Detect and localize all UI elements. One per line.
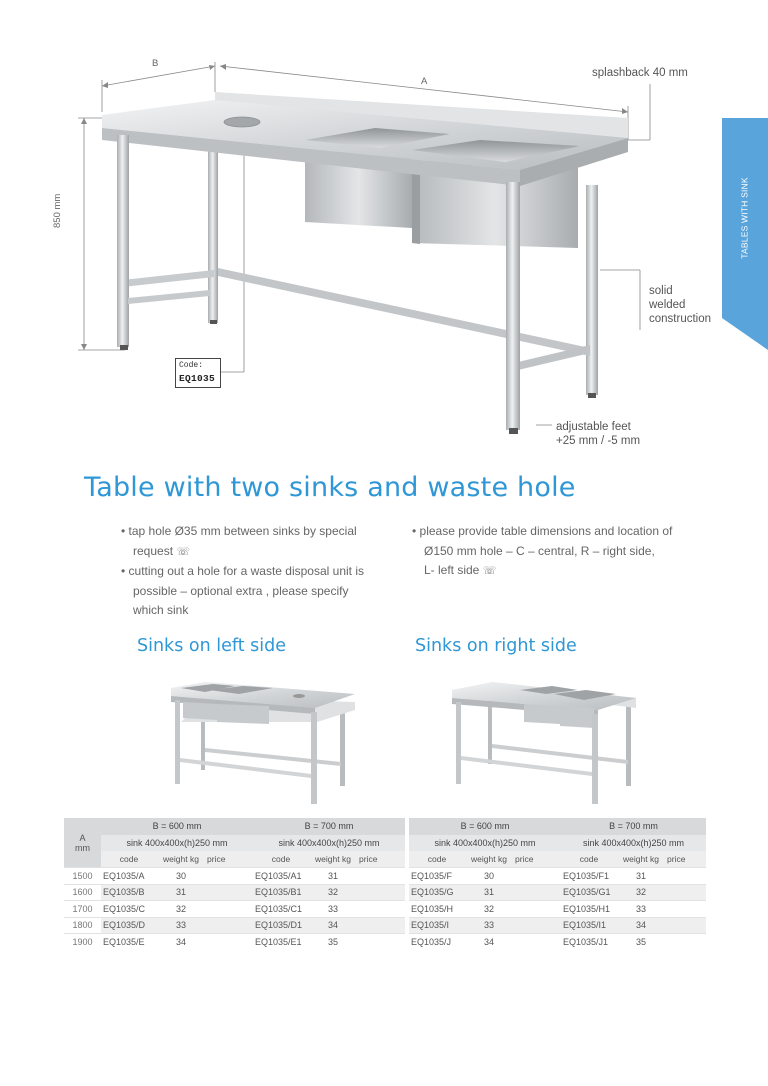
page-title: Table with two sinks and waste hole (84, 472, 576, 503)
phone-icon: ☏ (176, 545, 191, 558)
dimension-b: B (152, 58, 159, 69)
phone-icon: ☏ (482, 565, 497, 577)
construction-note: solid welded construction (649, 285, 712, 325)
code-value: EQ1035 (179, 373, 216, 384)
a-header: A mm (64, 818, 101, 868)
dimension-a: A (421, 76, 428, 87)
bullets-right: • please provide table dimensions and location of Ø150 mm hole – C – central, R – right side, L- left side ☏ (412, 524, 673, 577)
product-image-sinks-right (448, 678, 640, 806)
bullets-left: • tap hole Ø35 mm between sinks by special request ☏ • cutting out a hole for a waste disposal unit is possible – optional extra , please specify which sink (121, 524, 365, 617)
table-row: 1700 EQ1035/C 32 EQ1035/C1 33 EQ1035/H 32 EQ1035/H1 33 (64, 901, 706, 918)
dimension-height: 850 mm (52, 193, 63, 228)
spec-table (64, 818, 706, 950)
table-header-columns: code weight kg price code weight kg price code weight kg price code weight kg price (64, 851, 706, 868)
side-tab (722, 118, 768, 318)
table-row: 1500 EQ1035/A 30 EQ1035/A1 31 EQ1035/F 30 EQ1035/F1 31 (64, 868, 706, 885)
table-row: 1600 EQ1035/B 31 EQ1035/B1 32 EQ1035/G 31 EQ1035/G1 32 (64, 884, 706, 901)
table-row: 1900 EQ1035/E 34 EQ1035/E1 35 EQ1035/J 34 EQ1035/J1 35 (64, 934, 706, 951)
table-header-b: A mm B = 600 mm B = 700 mm B = 600 mm B = 700 mm (64, 818, 706, 835)
side-tab-label: TABLES WITH SINK (740, 177, 751, 259)
product-image-sinks-left (165, 680, 360, 808)
subtitle-sinks-right: Sinks on right side (415, 636, 577, 656)
splashback-note: splashback 40 mm (592, 67, 688, 79)
subtitle-sinks-left: Sinks on left side (137, 636, 286, 656)
product-code-box (175, 358, 221, 388)
feet-note: adjustable feet +25 mm / -5 mm (556, 421, 641, 447)
table-header-sink: sink 400x400x(h)250 mm sink 400x400x(h)250 mm sink 400x400x(h)250 mm sink 400x400x(h)250 mm (64, 835, 706, 852)
code-label: Code: (179, 361, 204, 370)
table-row: 1800 EQ1035/D 33 EQ1035/D1 34 EQ1035/I 33 EQ1035/I1 34 (64, 917, 706, 934)
